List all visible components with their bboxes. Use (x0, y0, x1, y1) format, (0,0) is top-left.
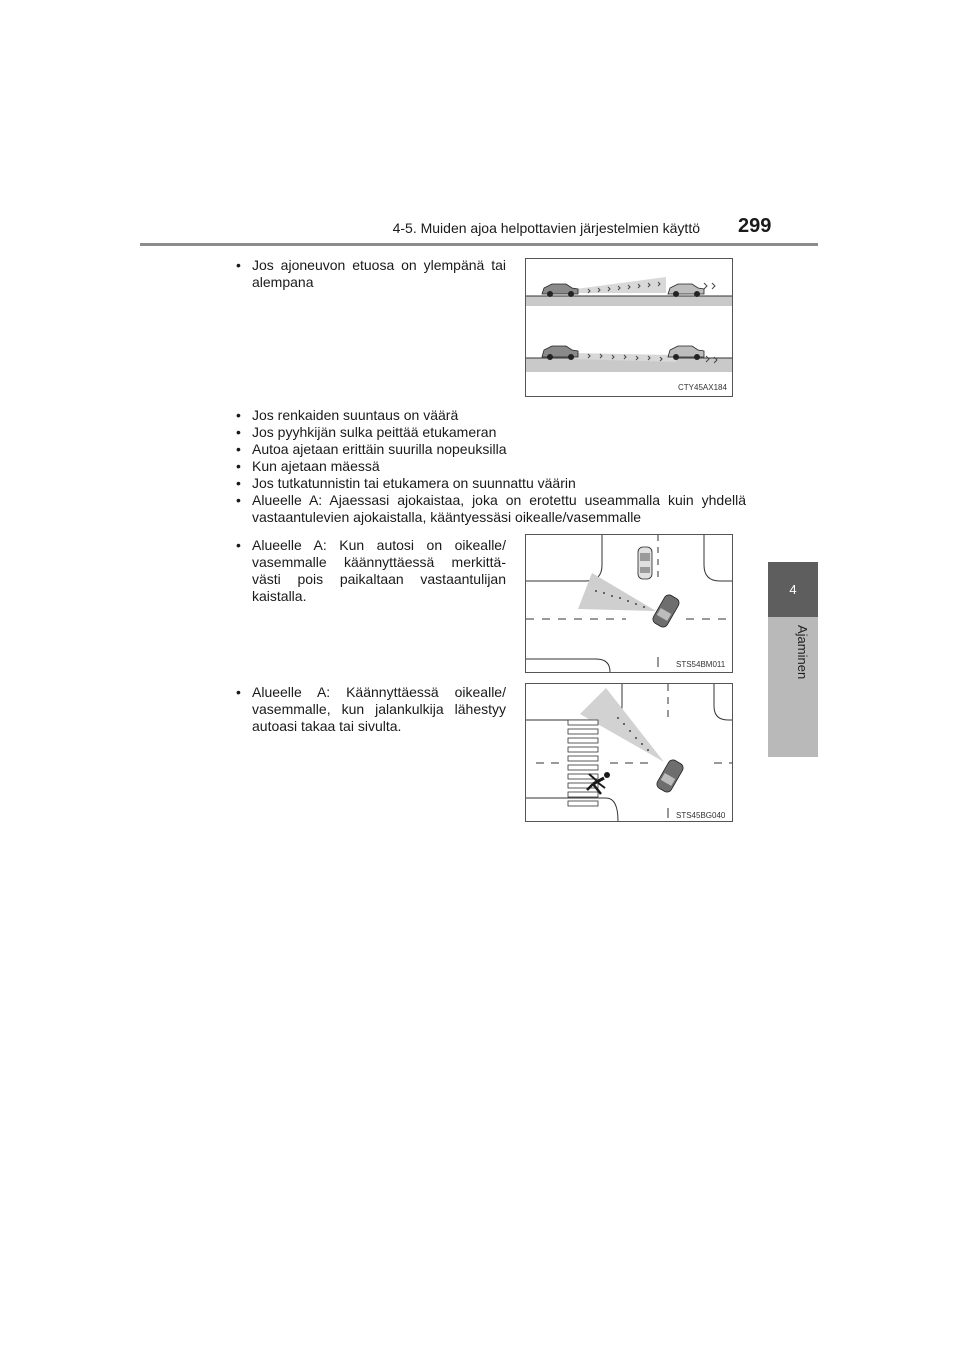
list-item-text: Alueelle A: Ajaessasi ajokaistaa, joka on erotettu useammalla kuin yhdellä vastaantulevien ajokaistalla, kääntyessäsi oikealle/vasemmalle (252, 492, 746, 525)
figure-road-slope (525, 258, 733, 397)
list-item-text: Jos renkaiden suuntaus on väärä (252, 407, 459, 423)
bullet: • (236, 257, 241, 273)
list-item (236, 441, 746, 458)
list-item-text: Jos tutkatunnistin tai etukamera on suunnattu väärin (252, 475, 576, 491)
bullet: • (236, 458, 241, 474)
page-number: 299 (738, 215, 772, 237)
figure-code: CTY45AX184 (678, 383, 727, 392)
list-item (236, 492, 746, 526)
list-item (236, 684, 506, 735)
bullet: • (236, 441, 241, 457)
bullet: • (236, 424, 241, 440)
figure-intersection-turn (525, 534, 733, 673)
header-rule (140, 243, 818, 246)
list-item-text: Jos pyyhkijän sulka peittää etukameran (252, 424, 497, 440)
list-item-text: Kun ajetaan mäessä (252, 458, 380, 474)
list-item-text: Alueelle A: Kun autosi on oikealle/ vasemmalle käännyttäessä merkittä- västi pois paikaltaan vastaantulijan kaistalla. (252, 537, 506, 604)
list-item (236, 458, 746, 475)
list-item-text: Alueelle A: Käännyttäessä oikealle/ vasemmalle, kun jalankulkija lähestyy autoasi takaa tai sivulta. (252, 684, 506, 734)
bullet: • (236, 684, 241, 700)
bullet: • (236, 537, 241, 553)
chapter-label: Ajaminen (795, 625, 810, 680)
list-item (236, 537, 506, 605)
figure-pedestrian-crossing (525, 683, 733, 822)
figure-code: STS45BG040 (676, 811, 726, 820)
bullet: • (236, 475, 241, 491)
list-item-text: Jos ajoneuvon etuosa on ylempänä tai alempana (252, 257, 506, 290)
bullet: • (236, 492, 241, 508)
section-title: 4-5. Muiden ajoa helpottavien järjestelmien käyttö (392, 220, 700, 236)
list-item (236, 257, 506, 291)
bullet: • (236, 407, 241, 423)
list-item (236, 424, 746, 441)
chapter-tab[interactable]: 4 (768, 562, 818, 617)
list-item (236, 475, 746, 492)
list-item (236, 407, 746, 424)
figure-code: STS54BM011 (676, 660, 726, 669)
list-item-text: Autoa ajetaan erittäin suurilla nopeuksilla (252, 441, 507, 457)
